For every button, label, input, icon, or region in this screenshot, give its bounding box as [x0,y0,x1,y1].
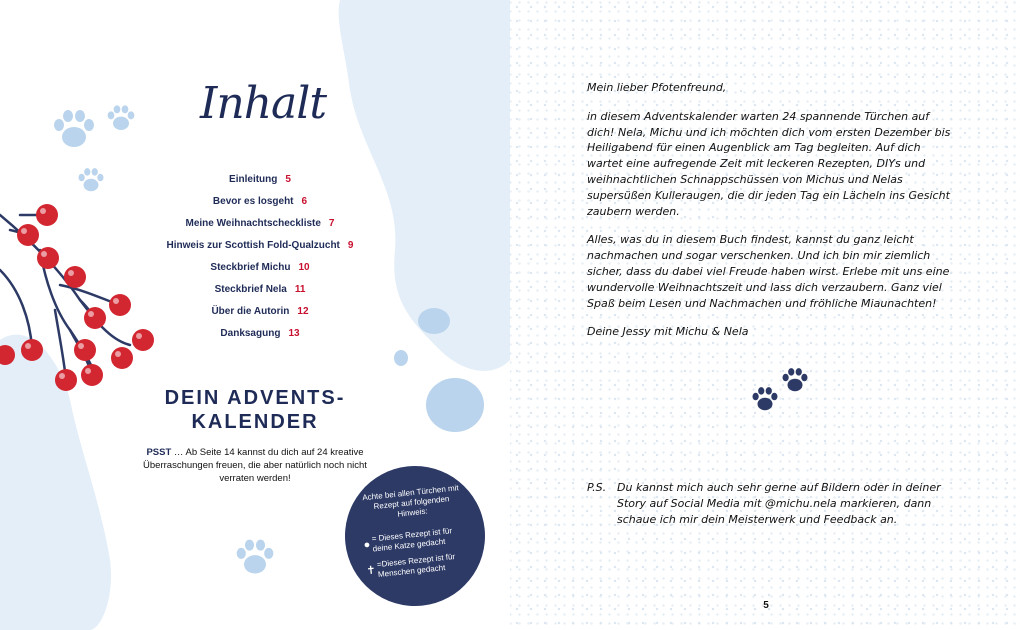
advent-calendar-heading [120,386,390,434]
badge-intro: Achte bei allen Türchen mit Rezept auf folgenden Hinweis: [361,483,460,519]
toc-entry-page: 5 [285,173,291,185]
toc-entry-label: Bevor es losgeht [212,195,294,207]
toc-entry-page: 13 [288,327,300,339]
right-page [510,0,1020,630]
toc-entry[interactable] [110,234,410,256]
paw-print-icon [233,537,277,577]
toc-entry-label: Steckbrief Michu [210,261,291,273]
toc-entry-label: Über die Autorin [211,305,290,317]
toc-entry-page: 10 [298,261,310,273]
advent-heading-line: KALENDER [191,411,319,433]
toc-entry-page: 6 [301,195,308,207]
toc-entry-page: 12 [297,305,309,317]
advent-intro-body: … Ab Seite 14 kannst du dich auf 24 kreative Überraschungen freuen, die aber natürlich noch nicht verraten werden! [143,447,367,484]
toc-entry[interactable] [110,278,410,300]
toc-entry-page: 9 [347,239,354,251]
toc-entry-label: Danksagung [220,327,281,339]
table-of-contents [110,168,410,344]
toc-entry[interactable] [110,322,410,344]
paw-print-icon [750,385,780,413]
psst-label: PSST [146,447,172,458]
letter [587,80,957,353]
paw-print-icon [50,108,98,150]
toc-entry[interactable] [110,300,410,322]
toc-entry-label: Meine Weihnachtscheckliste [185,217,321,229]
ps-label: P.S. [587,481,607,494]
advent-heading-line: DEIN ADVENTS- [164,387,346,409]
badge-cat-row [363,525,469,556]
letter-signature: Deine Jessy mit Michu & Nela [587,325,749,339]
page-number: 5 [763,600,769,611]
toc-entry[interactable] [110,212,410,234]
letter-paragraph: in diesem Adventskalender warten 24 spannende Türchen auf dich! Nela, Michu und ich möchten dich vom ersten Dezember bis Heiligabend für einen Augenblick am Tag begleiten. Auf dich wartet eine aufregende Zeit mit leckeren Rezepten, DIYs und weihnachtlichen Schnappschüssen von Michus und Nelas supersüßen Kulleraugen, die dir jeden Tag ein Lächeln ins Gesicht zaubern werden. [587,109,951,218]
ps-text: Du kannst mich auch sehr gerne auf Bildern oder in deiner Story auf Social Media mit @michu.nela markieren, dann schaue ich mir dein Meisterwerk und Feedback an. [617,481,941,526]
paw-print-icon [780,366,810,394]
badge-human-row [365,550,471,581]
toc-entry-label: Einleitung [229,173,278,185]
toc-entry-label: Hinweis zur Scottish Fold-Qualzucht [166,239,340,251]
advent-intro-text [125,446,385,485]
badge-cat-note: = Dieses Rezept ist für deine Katze gedacht [371,526,453,554]
toc-title: Inhalt [200,78,327,129]
toc-entry[interactable] [110,256,410,278]
letter-paragraph: Alles, was du in diesem Buch findest, kannst du ganz leicht nachmachen und sogar verschenken. Und ich bin mir ziemlich sicher, dass du dabei viel Freude haben wirst. Erlebe mit uns eine wundervolle Weihnachtszeit und lass dich verzaubern. Ganz viel Spaß beim Lesen und Nachmachen und fröhliche Miaunachten! [587,233,950,310]
paw-print-icon [76,166,106,194]
paw-print-icon [105,103,137,133]
toc-entry[interactable] [110,190,410,212]
toc-entry-label: Steckbrief Nela [214,283,287,295]
letter-salutation: Mein lieber Pfotenfreund, [587,81,727,94]
badge-human-note: =Dieses Rezept ist für Menschen gedacht [376,551,456,580]
toc-entry[interactable] [110,168,410,190]
postscript [587,480,967,528]
toc-entry-page: 7 [328,217,335,229]
cat-bowl-icon: ● [363,538,371,552]
cutlery-icon: ✝ [365,564,377,578]
toc-entry-page: 11 [294,283,306,295]
